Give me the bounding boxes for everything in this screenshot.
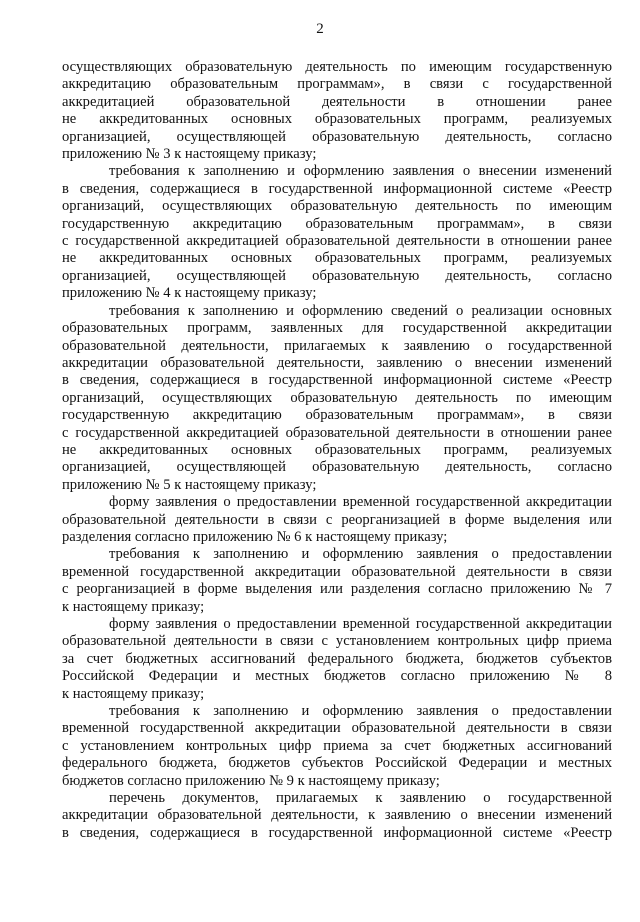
text-line: не аккредитованных основных образовательных программ, реализуемых	[62, 111, 612, 128]
text-line: организаций, осуществляющих образовательную деятельность по имеющим	[62, 198, 612, 215]
text-line: бюджетов согласно приложению № 9 к настоящему приказу;	[62, 772, 440, 789]
text-line: за счет бюджетных ассигнований федерального бюджета, бюджетов субъектов	[62, 650, 612, 667]
text-line: организацией, осуществляющей образовательную деятельность, согласно	[62, 267, 612, 284]
text-line: требования к заполнению и оформлению заявления о предоставлении	[109, 703, 612, 720]
text-line: в сведения, содержащиеся в государственной информационной системе «Реестр	[62, 372, 612, 389]
text-line: аккредитацией образовательной деятельности в отношении ранее	[62, 93, 612, 110]
text-line: в сведения, содержащиеся в государственной информационной системе «Реестр	[62, 180, 612, 197]
text-line: осуществляющих образовательную деятельность по имеющим государственную	[62, 59, 612, 75]
text-line: разделения согласно приложению № 6 к настоящему приказу;	[62, 528, 448, 545]
text-line: государственную аккредитацию образовательным программам», в связи	[62, 215, 612, 232]
paragraph	[62, 703, 612, 790]
text-line: приложению № 3 к настоящему приказу;	[62, 146, 317, 163]
text-line: требования к заполнению и оформлению заявления о внесении изменений	[109, 163, 612, 180]
paragraph	[62, 494, 612, 546]
text-line: временной государственной аккредитации образовательной деятельности в связи	[62, 563, 612, 580]
text-line: аккредитации образовательной деятельности, заявлению о внесении изменений	[62, 354, 612, 371]
text-line: с реорганизацией в форме выделения или разделения согласно приложению № 7	[62, 581, 612, 598]
text-line: к настоящему приказу;	[62, 598, 205, 615]
text-line: с государственной аккредитацией образовательной деятельности в отношении ранее	[62, 233, 612, 250]
paragraph	[62, 616, 612, 703]
text-line: аккредитацию образовательным программам», в связи с государственной	[62, 76, 612, 93]
text-line: не аккредитованных основных образовательных программ, реализуемых	[62, 441, 612, 458]
text-line: организацией, осуществляющей образовательную деятельность, согласно	[62, 128, 612, 145]
text-line: образовательной деятельности в связи с установлением контрольных цифр приема	[62, 633, 612, 650]
text-line: к настоящему приказу;	[62, 685, 205, 702]
paragraph	[62, 163, 612, 302]
text-line: перечень документов, прилагаемых к заявлению о государственной	[109, 790, 612, 807]
text-line: организаций, осуществляющих образовательную деятельность по имеющим	[62, 389, 612, 406]
text-line: организацией, осуществляющей образовательную деятельность, согласно	[62, 459, 612, 476]
text-line: образовательной деятельности в связи с реорганизацией в форме выделения или	[62, 511, 612, 528]
text-line: Российской Федерации и местных бюджетов согласно приложению № 8	[62, 668, 612, 685]
document-body	[62, 59, 612, 842]
text-line: форму заявления о предоставлении временной государственной аккредитации	[109, 616, 612, 632]
text-line: с государственной аккредитацией образовательной деятельности в отношении ранее	[62, 424, 612, 441]
text-line: аккредитации образовательной деятельности, к заявлению о внесении изменений	[62, 807, 612, 824]
paragraph	[62, 59, 612, 163]
page-number: 2	[316, 21, 324, 37]
text-line: требования к заполнению и оформлению сведений о реализации основных	[109, 302, 612, 319]
text-line: образовательной деятельности, прилагаемых к заявлению о государственной	[62, 337, 612, 354]
text-line: государственную аккредитацию образовательным программам», в связи	[62, 407, 612, 424]
text-line: форму заявления о предоставлении временной государственной аккредитации	[109, 494, 612, 511]
text-line: в сведения, содержащиеся в государственной информационной системе «Реестр	[62, 824, 612, 841]
paragraph	[62, 546, 612, 616]
text-line: с установлением контрольных цифр приема за счет бюджетных ассигнований	[62, 737, 612, 754]
text-line: приложению № 5 к настоящему приказу;	[62, 476, 317, 493]
text-line: образовательных программ, заявленных для государственной аккредитации	[62, 320, 612, 337]
text-line: требования к заполнению и оформлению заявления о предоставлении	[109, 546, 612, 563]
paragraph	[62, 790, 612, 842]
paragraph	[62, 303, 612, 494]
text-line: федерального бюджета, бюджетов субъектов Российской Федерации и местных	[62, 755, 612, 772]
text-line: приложению № 4 к настоящему приказу;	[62, 285, 317, 302]
text-line: временной государственной аккредитации образовательной деятельности в связи	[62, 720, 612, 737]
text-line: не аккредитованных основных образовательных программ, реализуемых	[62, 250, 612, 267]
